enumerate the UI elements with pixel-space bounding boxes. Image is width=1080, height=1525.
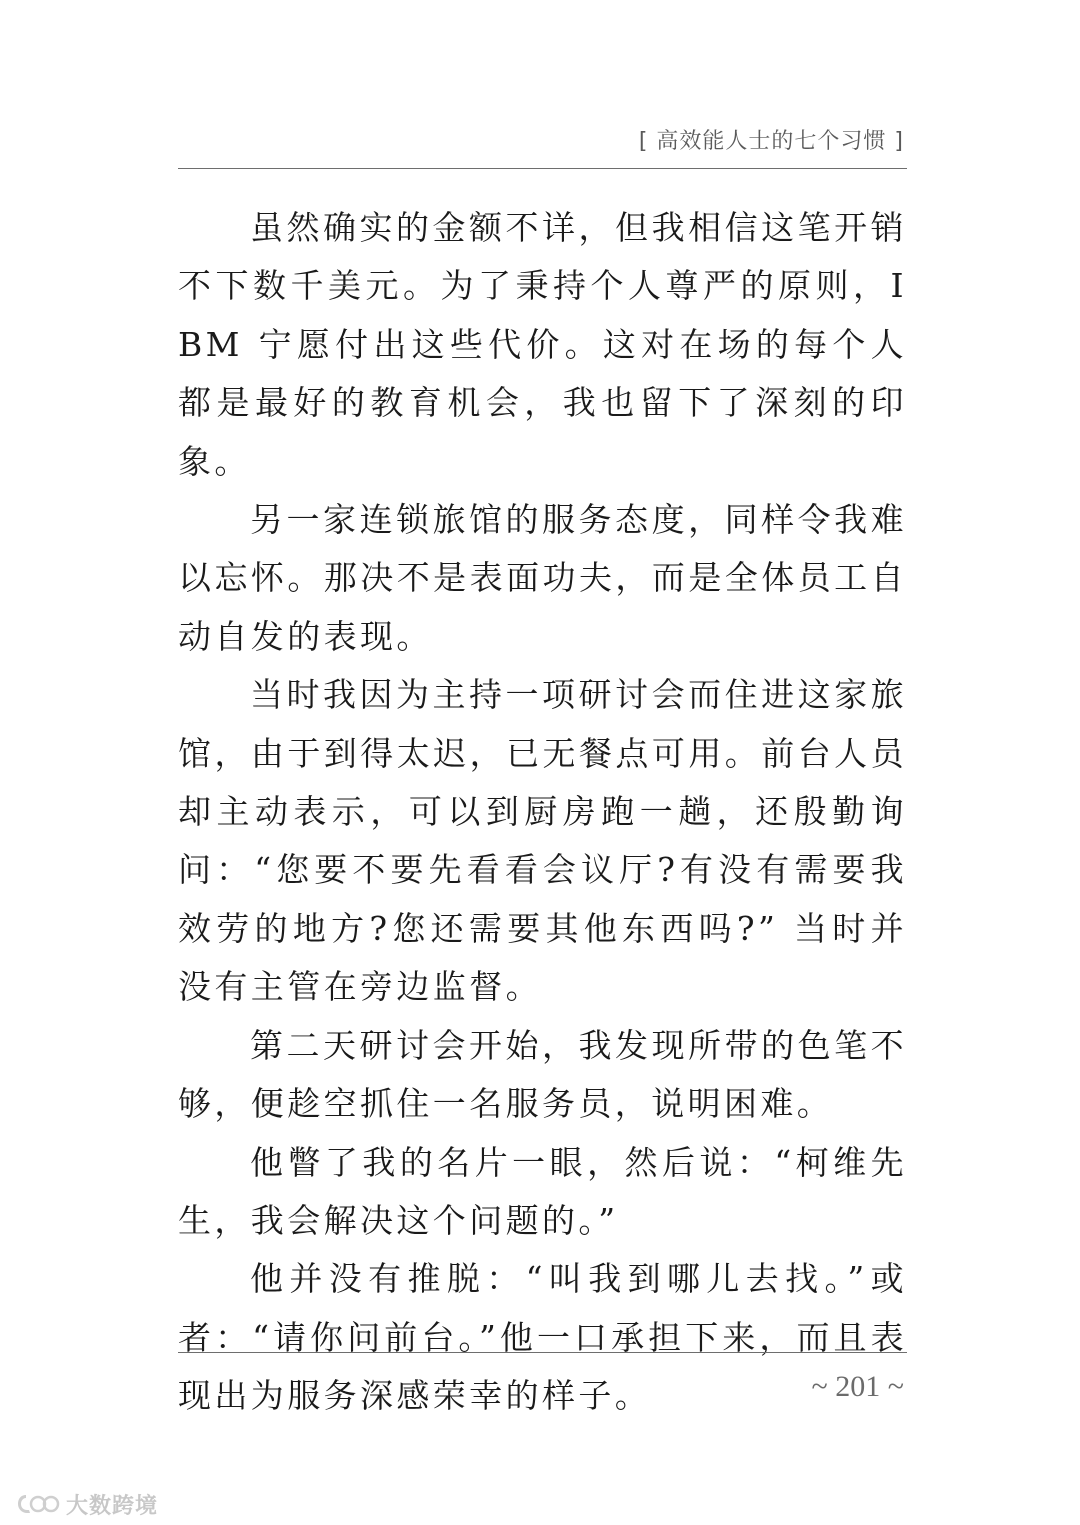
paragraph: 他瞥了我的名片一眼，然后说：“柯维先生，我会解决这个问题的。” [178,1142,907,1240]
paragraph: 当时我因为主持一项研讨会而住进这家旅馆，由于到得太迟，已无餐点可用。前台人员却主动表示，可以到厨房跑一趟，还殷勤询问：“您要不要先看看会议厅?有没有需要我效劳的地方?您还需要其他东西吗?” 当时并没有主管在旁边监督。 [178,675,907,1007]
watermark [16,1489,158,1519]
body-text [178,199,907,1426]
paragraph: 虽然确实的金额不详，但我相信这笔开销不下数千美元。为了秉持个人尊严的原则，IBM 宁愿付出这些代价。这对在场的每个人都是最好的教育机会，我也留下了深刻的印象。 [178,208,907,481]
paragraph: 他并没有推脱：“叫我到哪儿去找。”或者：“请你问前台。”他一口承担下来，而且表现出为服务深感荣幸的样子。 [178,1259,907,1416]
running-head: [ 高效能人士的七个习惯 ] [638,129,904,154]
header-rule [178,168,907,169]
paragraph: 另一家连锁旅馆的服务态度，同样令我难以忘怀。那决不是表面功夫，而是全体员工自动自发的表现。 [178,500,907,656]
paragraph: 第二天研讨会开始，我发现所带的色笔不够，便趁空抓住一名服务员，说明困难。 [178,1025,907,1124]
logo-icon [16,1491,60,1517]
footer-rule [178,1352,907,1353]
watermark-text: 大数跨境 [66,1493,159,1519]
page-number: ~ 201 ~ [811,1370,904,1403]
